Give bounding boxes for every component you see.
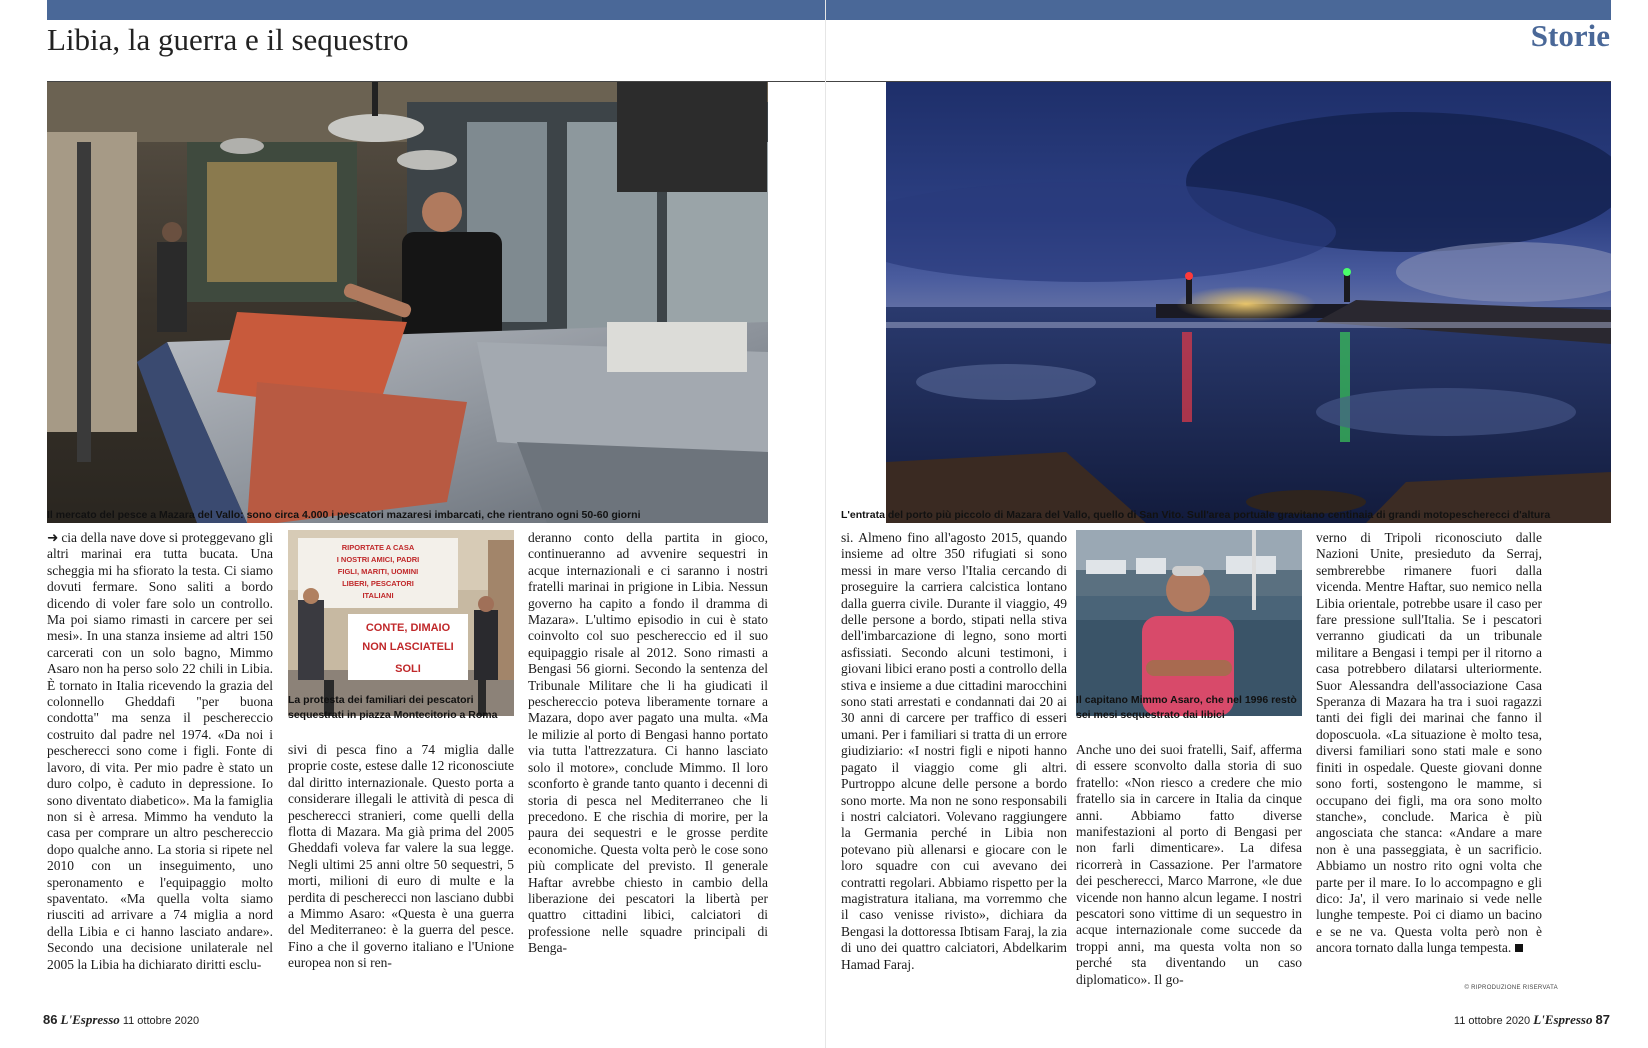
banner-line: LIBERI, PESCATORI [342,579,414,588]
top-color-bar [47,0,826,20]
protest-photo-caption: La protesta dei familiari dei pescatori sequestrati in piazza Montecitorio a Roma [288,694,498,721]
end-of-article-mark [1515,944,1523,952]
left-folio [43,1012,199,1028]
column-text: si. Almeno fino all'agosto 2015, quando insieme ad oltre 350 rifugiati si sono messi in mare verso l'Italia cercando di proseguire la carriera calcistica lontano dalla guerra civile. Durante il viaggio, 49 delle persone a bordo, stipati nella stiva dell'imbarcazione di legno, sono morti asfissiati. Secondo alcuni testimoni, i giovani libici erano posti a controllo della stiva e insieme a due cittadini marocchini sono stati arrestati e condannati dai 20 ai 30 anni di carcere per traffico di esseri umani. Per i familiari si tratta di un errore giudiziario: «I nostri figli e nipoti hanno pagato il viaggio come gli altri. Purtroppo alcune delle persone a bordo sono morte. Ma non ne sono responsabili i nostri calciatori. Volevano raggiungere la Germania perché in Libia non potevano più allenarsi e giocare con le loro squadre con cui avevano dei contratti regolari. Abbiamo rispetto per la magistratura italiana, ma vorremmo che il caso venisse rivisto», dichiara da Bengasi la dottoressa Ibtisam Faraj, la zia di uno dei quattro calciatori, Abdelkarim Hamad Faraj. [841,530,1067,972]
protest-photo [288,530,514,716]
right-text-column-2 [1076,742,1302,995]
top-color-bar [826,0,1611,20]
column-text: deranno conto della partita in gioco, continueranno ad avvenire sequestri in acque internazionali e ci saranno i nostri fratelli marinai in prigione in Libia. Nessun governo ha capito a fondo il dramma di Mazara». L'ultimo episodio in cui è stato coinvolto col suo peschereccio ed il suo equipaggio risale al 2012. Sono rimasti a Bengasi 56 giorni. Secondo la sentenza del Tribunale Militare che li ha giudicati il peschereccio poteva liberamente tornare a Mazara, dopo aver pagato una multa. «Ma le milizie al porto di Bengasi hanno portato via tutta l'attrezzatura. Ci hanno lasciato solo il motore», conclude Mimmo. Il loro sconforto è grande tanto quanto i decenni di storia di pesca nel Mediterraneo che li precedono. E che rischia di morire, per la paura dei sequestri e le grosse perdite economiche. Questa volta però le cose sono più complicate del previsto. Il generale Haftar avrebbe chiesto in cambio della liberazione dei pescatori la libertà per quattro cittadini libici, calciatori di professione nelle squadre principali di Benga- [528,530,768,956]
banner-line: ITALIANI [362,591,394,600]
magazine-brand: L'Espresso [60,1012,120,1027]
left-text-column-1 [47,530,273,995]
column-text: cia della nave dove si proteggevano gli altri marinai era tutta bucata. Una scheggia mi ha sfiorato la testa. Ci siamo dovuti fermare. Sono saliti a bordo dicendo di voler fare solo un controllo. Ma poi siamo rimasti in carcere per sei mesi». In una stanza insieme ad altri 150 carcerati con un solo bagno, Mimmo Asaro non ha perso solo 22 chili in Libia. È tornato in Italia ricevendo la grazia del colonnello Gheddafi "per buona condotta" ma senza il peschereccio costruito dal padre nel 1974. «Da noi i pescherecci sono come i figli. Fonte di lavoro, di vita. Per mio padre è stato un duro colpo, è caduto in depressione. Io sono diventato diabetico». Ma la famiglia non si è arresa. Mimmo ha venduto la casa per comprare un altro peschereccio dopo qualche anno. La storia si ripete nel 2010 con un inseguimento, uno speronamento e l'equipaggio molto spaventato. «Ma quella volta siamo riusciti ad arrivare a 74 miglia a nord della Libia e ci hanno lasciato andare». Secondo una decisione unilaterale nel 2005 la Libia ha dichiarato diritti esclu- [47,530,273,972]
banner-line: FIGLI, MARITI, UOMINI [337,567,419,576]
issue-date: 11 ottobre 2020 [1453,1015,1531,1027]
page-number: 87 [1595,1012,1610,1027]
banner-line: I NOSTRI AMICI, PADRI [336,555,420,564]
left-text-column-2 [288,742,514,995]
fish-market-photo [47,82,768,523]
section-title: Libia, la guerra e il sequestro [47,22,409,57]
column-text: Anche uno dei suoi fratelli, Saif, afferma di essere sconvolto dalla storia di suo fratello: «Non riesco a credere che mio fratello sia in carcere in Italia da cinque anni. Abbiamo fatto diverse manifestazioni al porto di Bengasi per non farli dimenticare». La difesa ricorrerà in Cassazione. Per l'armatore dei pescherecci, Marco Marrone, «le due vicende non hanno alcun legame. I nostri pescatori sono vittime di un sequestro in acque internazionale come succede da troppi anni, ma questa volta non so perché sta diventando un caso diplomatico». Il go- [1076,742,1302,987]
captain-photo-caption: Il capitano Mimmo Asaro, che nel 1996 restò sei mesi sequestrato dai libici [1076,694,1297,721]
page-number: 86 [43,1012,58,1027]
captain-portrait-photo [1076,530,1302,716]
continuation-arrow-icon: ➜ [47,530,59,546]
column-text: verno di Tripoli riconosciuto dalle Nazioni Unite, presieduto da Serraj, sembrerebbe rimanere fuori dalla vicenda. Mentre Haftar, suo nemico nella Libia orientale, potrebbe usare il caso per fare pressione sull'Italia. Se i pescatori verranno giudicati da un tribunale militare a Bengasi i tempi per il ritorno a casa potrebbero dilatarsi ulteriormente. Suor Alessandra dell'associazione Casa Speranza di Mazara ha tra i suoi ragazzi tanti dei figli dei marinai che fanno il doposcuola. «La situazione è molto tesa, diversi familiari sono stati male e sono finiti in ospedale. Queste giovani donne sono forti, sostengono le mamme, si occupano dei figli, ma ora sono molto stanche», conclude. Marica è più angosciata che stanca: «Andare a mare non è una passeggiata, è un sacrificio. Abbiamo un nostro rito ogni volta che parte per il mare. Io lo accompagno e gli dico: Ja', il vero marinaio si vede nelle lunghe tempeste. Poi ci diamo un bacino e se ne va. Questa volta però non è ancora tornato dalla lunga tempesta. [1316,530,1542,956]
sign-line: CONTE, DIMAIO [365,622,451,634]
column-text: sivi di pesca fino a 74 miglia dalle proprie coste, estese dalle 12 riconosciute dal diritto internazionale. Questo porta a considerare illegali le attività di pesca di pescherecci stranieri, come quelli della flotta di Mazara. Ma già prima del 2005 Gheddafi voleva far valere la sua legge. Negli ultimi 25 anni oltre 50 sequestri, 5 morti, milioni di euro di multe e la perdita di pescherecci non lasciano dubbi a Mimmo Asaro: «Questa è una guerra del Mediterraneo: è la guerra del pesce. Fino a che il governo italiano e l'Unione europea non si ren- [288,742,514,971]
main-photo-caption: Il mercato del pesce a Mazara del Vallo: sono circa 4.000 i pescatori mazaresi imbarcati, che rientrano ogni 50-60 giorni [47,509,641,521]
right-page [826,0,1648,1048]
sign-line: NON LASCIATELI [362,641,454,653]
right-text-column-3 [1316,530,1542,982]
main-photo-caption: L'entrata del porto più piccolo di Mazara del Vallo, quello di San Vito. Sull'area portuale gravitano centinaia di grandi motopescherecci d'altura [841,509,1551,521]
issue-date: 11 ottobre 2020 [122,1015,200,1027]
right-folio [1454,1012,1610,1028]
section-label: Storie [1530,18,1610,53]
magazine-brand: L'Espresso [1533,1012,1593,1027]
banner-line: RIPORTATE A CASA [341,543,415,552]
copyright-notice: © RIPRODUZIONE RISERVATA [1464,985,1558,991]
harbour-photo [886,82,1611,523]
left-text-column-3 [528,530,768,995]
sign-line: SOLI [395,663,421,675]
right-text-column-1 [841,530,1067,995]
